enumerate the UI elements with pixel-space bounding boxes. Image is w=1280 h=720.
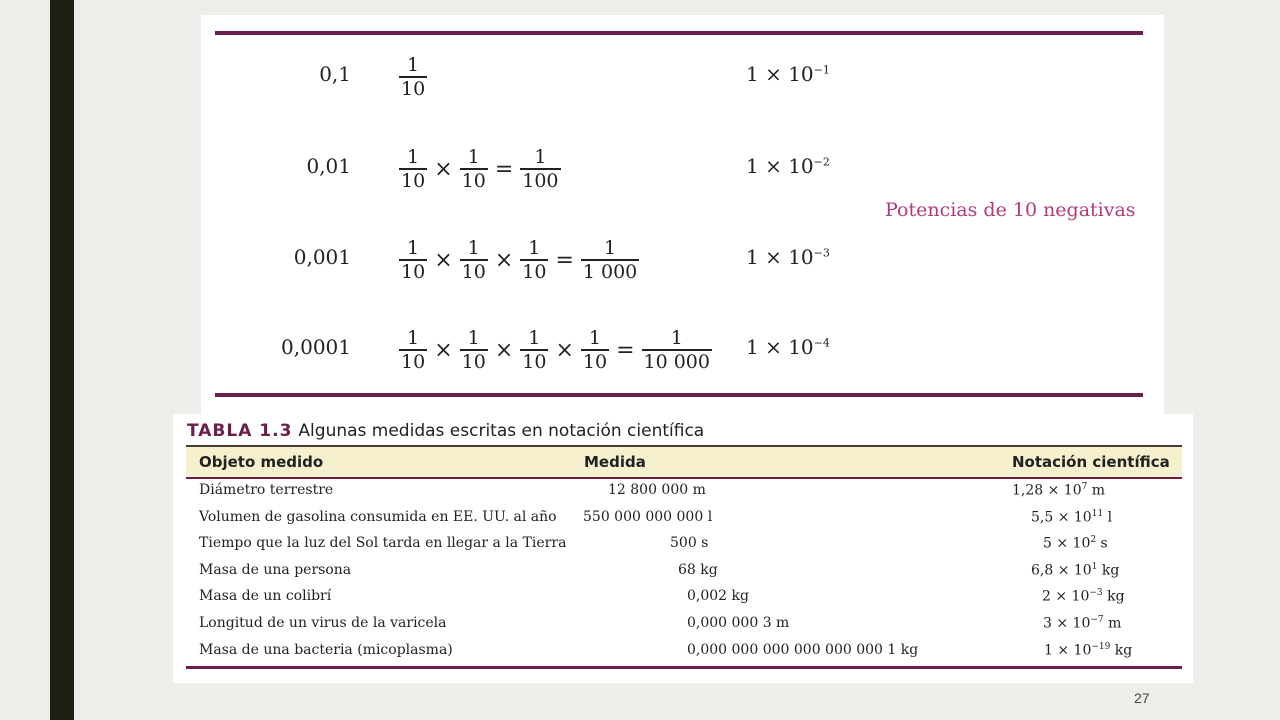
table-number: TABLA 1.3 [187,421,293,441]
denominator: 10 [401,78,426,100]
table-body [186,479,1182,665]
cell-measure: 550 000 000 000 l [583,508,713,525]
top-rule [215,31,1143,35]
table-row [186,532,1182,559]
header-object: Objeto medido [199,453,324,471]
cell-measure: 12 800 000 m [608,482,706,498]
header-measure: Medida [584,453,646,471]
scientific-notation: $1 \times 10^{-3}$ [746,245,830,269]
powers-of-ten-panel [201,15,1164,415]
cell-object: Masa de un colibrí [199,588,332,605]
cell-notation: $3 \times 10^{-7}$ m [1043,614,1122,632]
scientific-notation: $1 \times 10^{-4}$ [746,335,830,359]
cell-measure: 0,002 kg [687,588,749,605]
table-bottom-rule [186,666,1182,669]
cell-measure: 500 s [670,535,709,552]
decimal-value: 0,0001 [281,335,351,359]
table-caption [187,421,704,441]
decimal-value: 0,001 [293,245,351,269]
cell-object: Masa de una bacteria (micoplasma) [199,641,453,658]
cell-notation: $1,28 \times 10^7$ m [1012,482,1106,499]
fraction [399,54,427,100]
scientific-notation: $1 \times 10^{-2}$ [746,154,830,178]
table-row [186,479,1182,506]
cell-notation: $2 \times 10^{-3}$ kg [1042,588,1125,606]
cell-measure: 0,000 000 000 000 000 000 1 kg [687,641,919,658]
measurements-table-panel [173,414,1193,683]
page-number: 27 [1134,690,1150,706]
decimal-value: 0,01 [306,154,351,178]
table-row [186,612,1182,639]
table-row [186,639,1182,666]
header-notation: Notación científica [1012,453,1170,471]
table-title: Algunas medidas escritas en notación científica [298,421,705,441]
cell-object: Volumen de gasolina consumida en EE. UU. al año [199,508,557,525]
equals-sign: = [494,156,514,182]
cell-object: Diámetro terrestre [199,482,334,498]
decimal-value: 0,1 [319,62,351,86]
cell-measure: 0,000 000 3 m [687,614,790,631]
table-row [186,559,1182,586]
bottom-rule [215,393,1143,397]
fraction-expression: $\frac{1}{10}$ × $\frac{1}{10}$ × $\frac{1}{10}$ × $\frac{1}{10}$ = $\frac{1}{10 000}$ [401,327,710,373]
negative-powers-label: Potencias de 10 negativas [885,199,1136,221]
fraction-expression: $\frac{1}{10}$ × $\frac{1}{10}$ × $\frac{1}{10}$ = $\frac{1}{1 000}$ [401,237,638,283]
cell-notation: $5 \times 10^2$ s [1043,535,1108,552]
numerator: 1 [407,54,420,76]
scientific-notation: $1 \times 10^{-1}$ [746,62,830,86]
cell-notation: $5,5 \times 10^{11}$ l [1031,508,1113,526]
cell-measure: 68 kg [678,561,718,578]
cell-object: Longitud de un virus de la varicela [199,614,447,631]
cell-notation: $6,8 \times 10^1$ kg [1031,561,1120,579]
table-row [186,585,1182,612]
table-row [186,506,1182,533]
cell-notation: $1 \times 10^{-19}$ kg [1044,641,1133,659]
fraction-expression [397,54,429,100]
slide-accent-bar [50,0,74,720]
cell-object: Tiempo que la luz del Sol tarda en llegar a la Tierra [199,535,567,552]
fraction-expression: $\frac{1}{10}$ × $\frac{1}{10}$ = $\frac{1}{100}$ [401,146,559,192]
times-sign: × [434,156,453,182]
cell-object: Masa de una persona [199,561,352,578]
table-header-row [186,445,1182,479]
